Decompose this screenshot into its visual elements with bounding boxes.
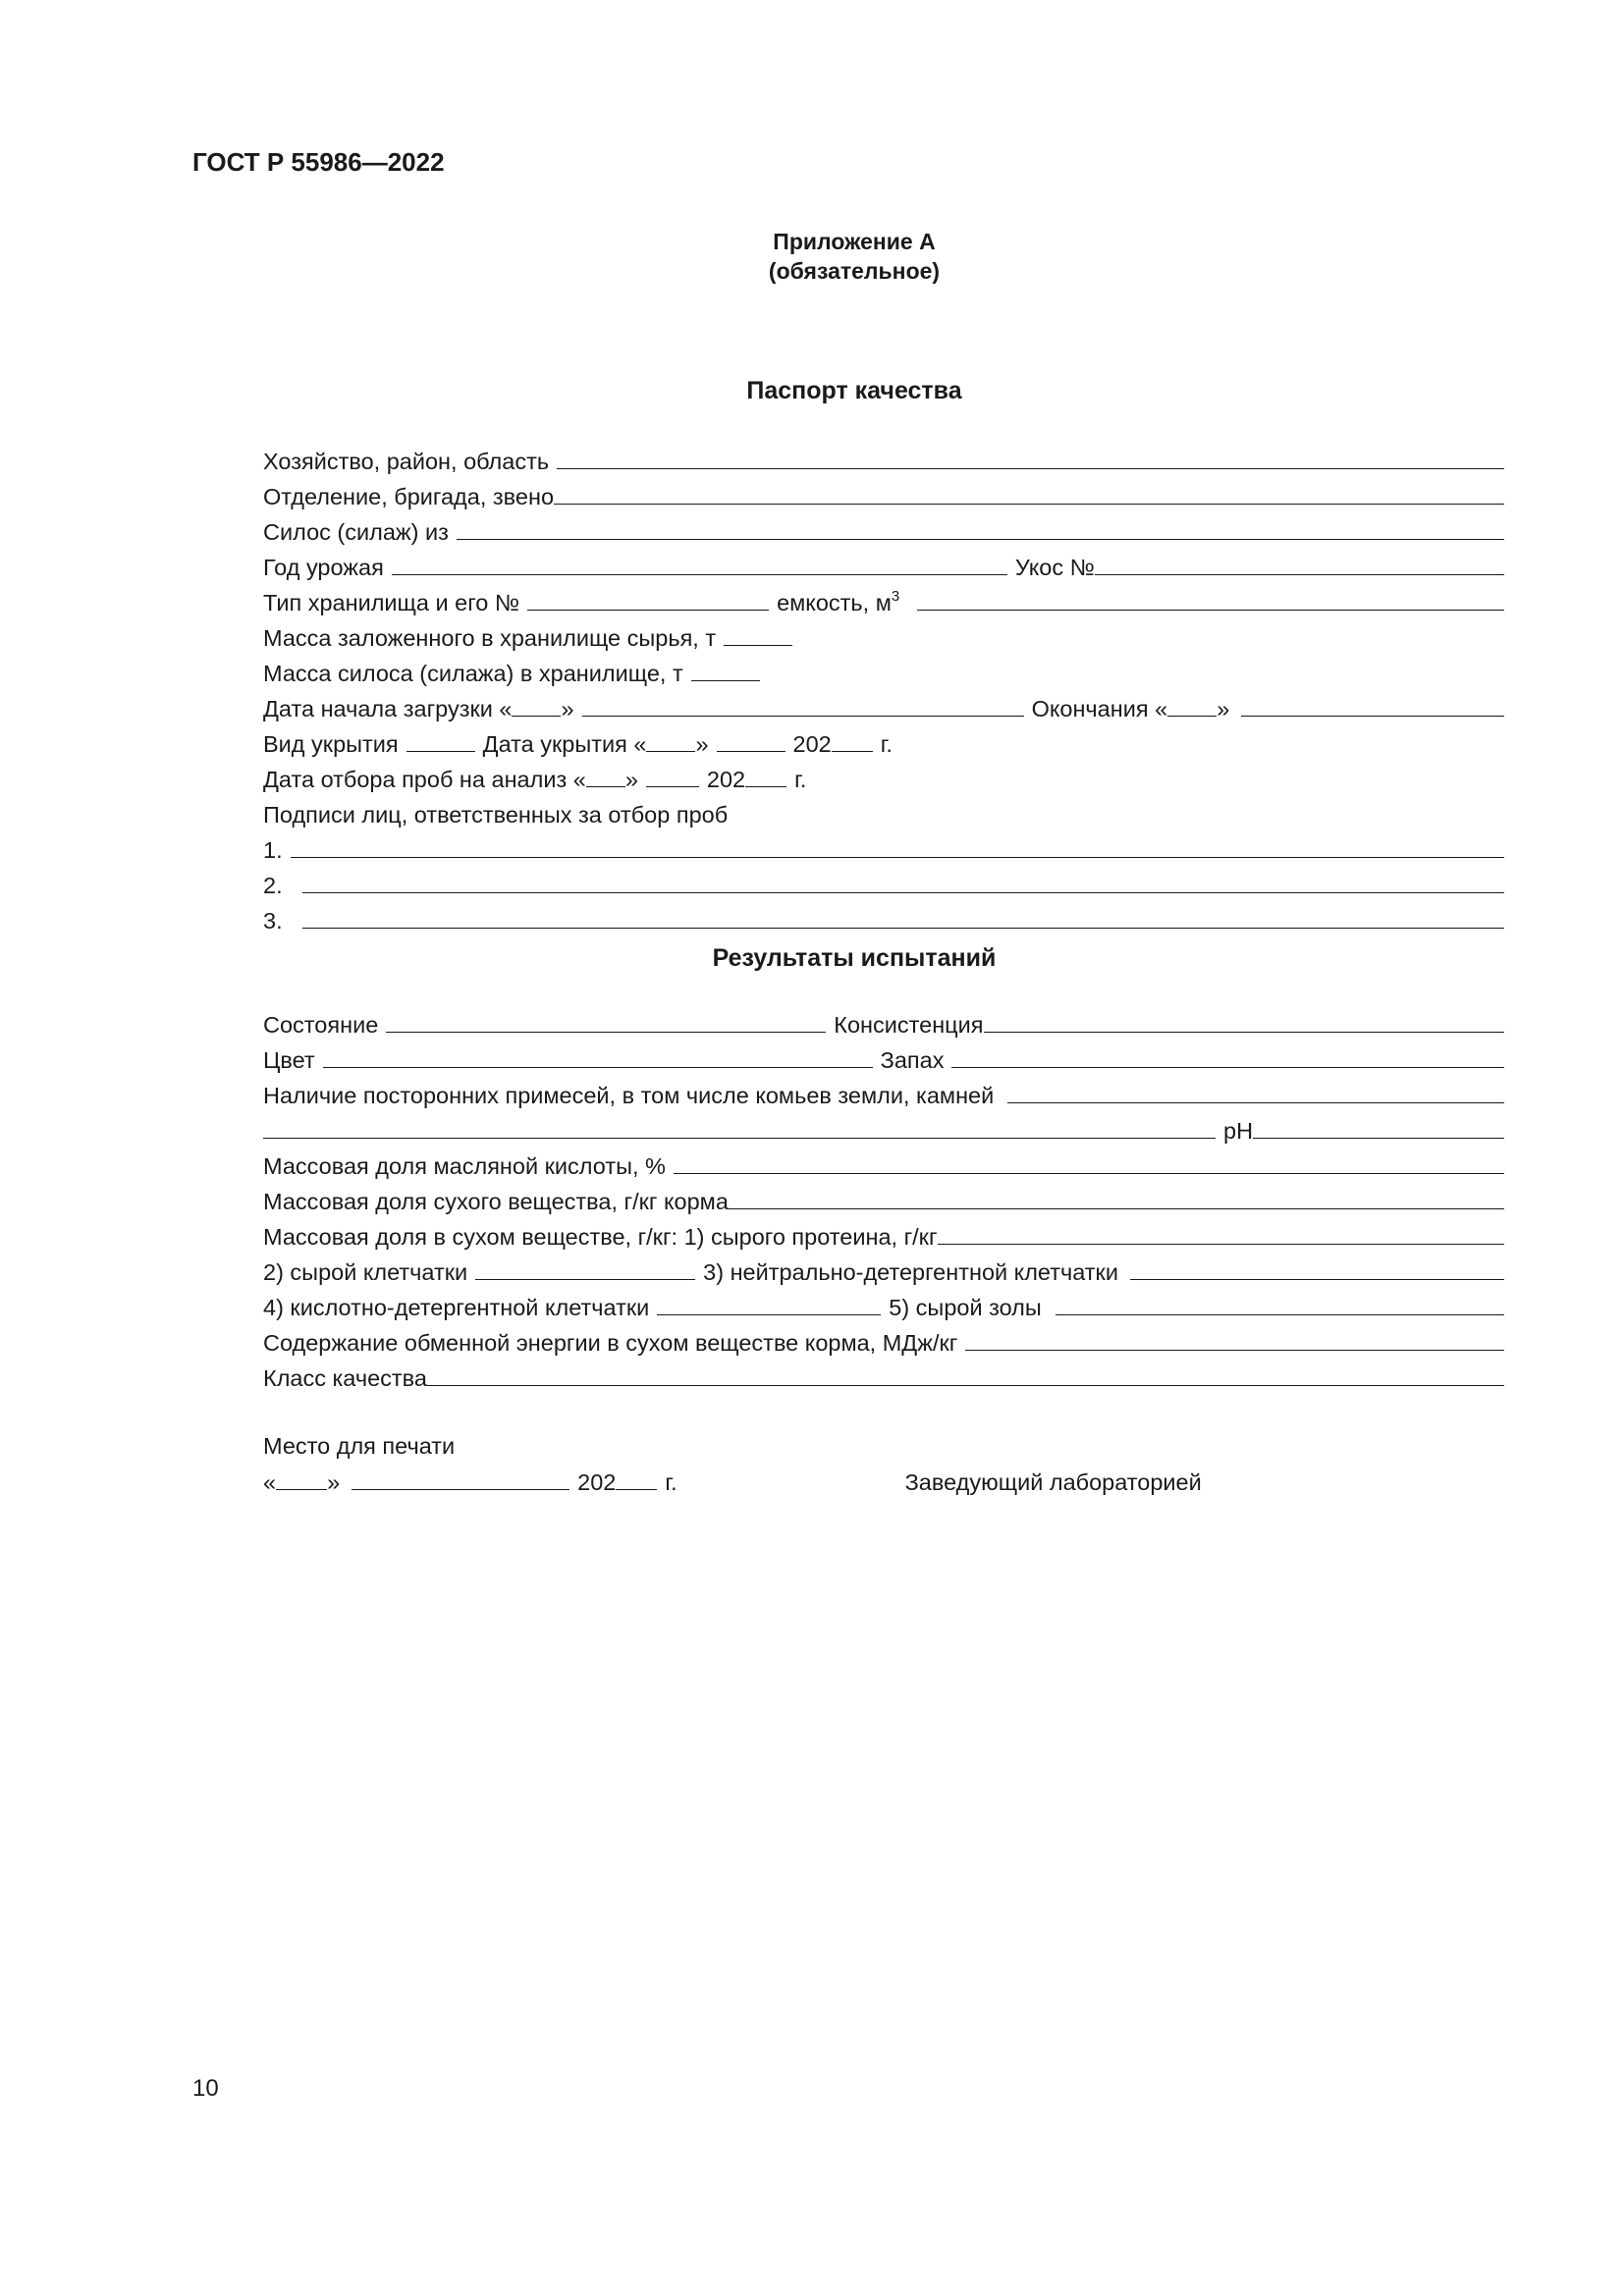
division-row [263,475,1504,510]
passport-title: Паспорт качества [746,377,962,404]
ndf-label: 3) нейтрально-детергентной клетчатки [703,1259,1118,1285]
load-start-day-field[interactable] [512,716,561,717]
harvest-row [263,546,1504,581]
cover-date-label: Дата укрытия « [482,731,647,757]
storage-type-field[interactable] [527,610,769,611]
butyric-label: Массовая доля масляной кислоты, % [263,1153,666,1179]
farm-field[interactable] [557,468,1504,469]
signature-3-field[interactable] [302,928,1504,929]
condition-row [263,1003,1504,1039]
odor-label: Запах [880,1047,945,1073]
impurities-ph-row [263,1109,1504,1145]
cut-no-field[interactable] [1095,574,1504,575]
silage-mass-row [263,652,1504,687]
annex-title: Приложение А [773,229,936,254]
energy-field[interactable] [965,1350,1504,1351]
storage-type-label: Тип хранилища и его № [263,590,520,615]
consistency-field[interactable] [984,1032,1505,1033]
ndf-field[interactable] [1130,1279,1504,1280]
impurities-row [263,1074,1504,1109]
color-field[interactable] [323,1067,873,1068]
annex-status: (обязательное) [768,258,941,284]
consistency-label: Консистенция [834,1012,984,1038]
cover-type-field[interactable] [406,751,475,752]
raw-mass-field[interactable] [724,645,792,646]
signature-2-field[interactable] [302,892,1504,893]
standard-code: ГОСТ Р 55986—2022 [192,147,445,177]
raw-mass-row [263,616,1504,652]
sampling-date-label: Дата отбора проб на анализ « [263,767,586,792]
odor-field[interactable] [951,1067,1504,1068]
quality-class-row [263,1357,1504,1392]
farm-row [263,440,1504,475]
results-form [263,1003,1504,1392]
farm-label: Хозяйство, район, область [263,449,550,474]
load-end-label: Окончания « [1031,696,1168,721]
signature-1-field[interactable] [291,857,1504,858]
fiber-label: 2) сырой клетчатки [263,1259,468,1285]
adf-label: 4) кислотно-детергентной клетчатки [263,1295,650,1320]
ash-label: 5) сырой золы [889,1295,1042,1320]
footer-date-row: « » 202 г. Заведующий лабораторией [263,1469,1202,1495]
footer-year-field[interactable] [616,1489,657,1490]
dry-matter-row [263,1180,1504,1215]
ash-field[interactable] [1056,1314,1504,1315]
storage-row [263,581,1504,616]
load-end-day-field[interactable] [1167,716,1217,717]
cover-type-label: Вид укрытия [263,731,399,757]
butyric-row [263,1145,1504,1180]
passport-form [263,440,1504,934]
silage-mass-field[interactable] [691,680,760,681]
signatures-label: Подписи лиц, ответственных за отбор проб [263,802,729,828]
cover-row: Вид укрытия Дата укрытия « » 202 г. [263,731,893,757]
signature-1-row: 1. [263,828,1504,864]
cut-no-label: Укос № [1014,555,1095,580]
sampling-year-field[interactable] [745,786,786,787]
silage-mass-label: Масса силоса (силажа) в хранилище, т [263,661,683,686]
division-field[interactable] [554,504,1504,505]
adf-ash-row [263,1286,1504,1321]
energy-label: Содержание обменной энергии в сухом веществе корма, МДж/кг [263,1330,958,1356]
silage-from-field[interactable] [457,539,1504,540]
sampling-day-field[interactable] [586,786,625,787]
capacity-field[interactable] [917,610,1504,611]
quality-class-label: Класс качества [263,1365,427,1391]
impurities-label: Наличие посторонних примесей, в том числе комьев земли, камней [263,1083,995,1108]
butyric-field[interactable] [674,1173,1504,1174]
load-end-date-field[interactable] [1241,716,1504,717]
signature-2-row: 2. [263,864,1504,899]
adf-field[interactable] [657,1314,881,1315]
page-number: 10 [192,2075,219,2102]
silage-from-label: Силос (силаж) из [263,519,449,545]
silage-from-row [263,510,1504,546]
ph-field[interactable] [1253,1138,1504,1139]
protein-label: Массовая доля в сухом веществе, г/кг: 1) сырого протеина, г/кг [263,1224,938,1250]
impurities-continuation-field[interactable] [263,1138,1216,1139]
cover-date-year-field[interactable] [832,751,873,752]
condition-field[interactable] [386,1032,826,1033]
cover-date-month-field[interactable] [717,751,785,752]
load-start-date-field[interactable] [582,716,1024,717]
ph-label: pH [1223,1118,1254,1144]
footer-month-field[interactable] [352,1489,569,1490]
fiber-field[interactable] [475,1279,695,1280]
division-label: Отделение, бригада, звено [263,484,555,509]
condition-label: Состояние [263,1012,379,1038]
cover-date-day-field[interactable] [646,751,695,752]
dry-matter-field[interactable] [729,1208,1504,1209]
protein-field[interactable] [938,1244,1504,1245]
capacity-label: емкость, $м^3$ [777,588,900,615]
dry-matter-label: Массовая доля сухого вещества, г/кг корма [263,1189,729,1214]
raw-mass-label: Масса заложенного в хранилище сырья, т [263,625,717,651]
lab-head-label: Заведующий лабораторией [904,1469,1202,1495]
loading-row: Дата начала загрузки « » Окончания « » [263,687,1504,722]
color-odor-row [263,1039,1504,1074]
stamp-place-label: Место для печати [263,1433,456,1459]
impurities-field[interactable] [1007,1102,1504,1103]
fiber-ndf-row [263,1251,1504,1286]
load-start-label: Дата начала загрузки « [263,696,513,721]
harvest-year-field[interactable] [392,574,1007,575]
quality-class-field[interactable] [427,1385,1504,1386]
harvest-year-label: Год урожая [263,555,384,580]
sampling-row: Дата отбора проб на анализ « » 202 г. [263,767,807,792]
color-label: Цвет [263,1047,315,1073]
protein-row [263,1215,1504,1251]
footer-day-field[interactable] [276,1489,327,1490]
energy-row [263,1321,1504,1357]
results-title: Результаты испытаний [712,944,997,972]
signatures-row [263,793,1504,828]
sampling-month-field[interactable] [646,786,699,787]
signature-3-row: 3. [263,899,1504,934]
